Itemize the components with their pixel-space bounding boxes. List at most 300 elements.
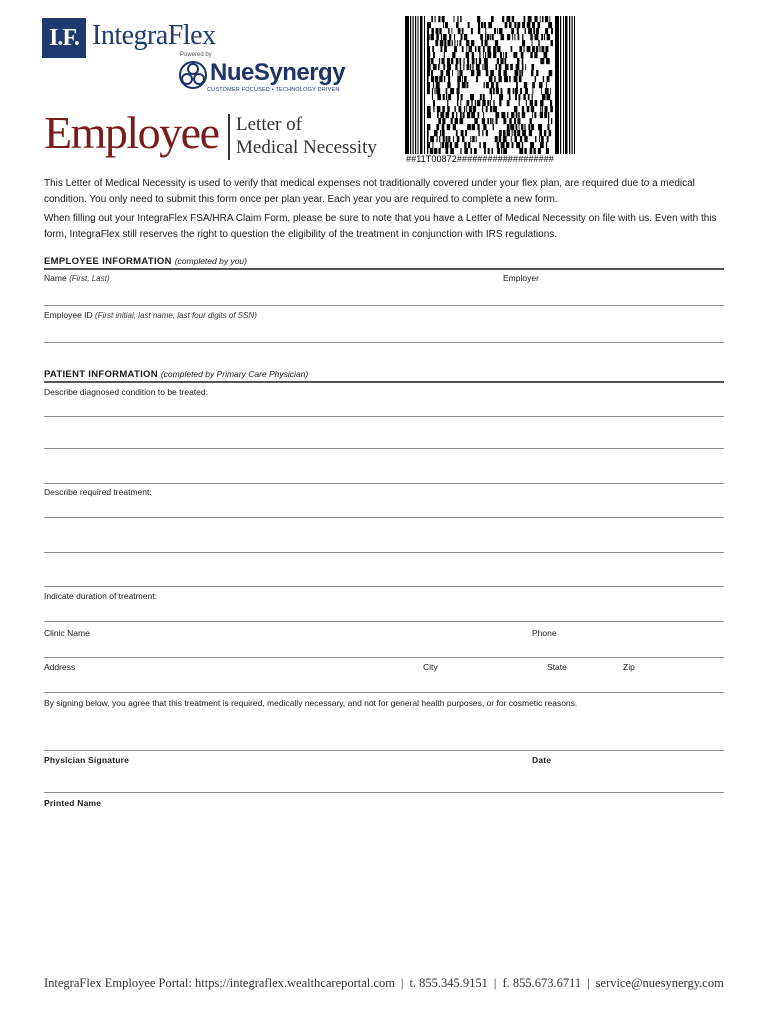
barcode-bar [433,52,435,58]
employee-id-field-line[interactable] [44,342,724,343]
barcode-bar [446,94,447,100]
barcode-bar [531,124,534,130]
name-field-line[interactable] [44,305,724,306]
barcode-bar [509,22,512,28]
barcode-bar [527,106,530,112]
barcode-bar [532,82,535,88]
barcode-bar [483,112,484,118]
barcode-bar [468,142,470,148]
city-label: City [423,662,438,672]
barcode-bar [427,28,429,34]
barcode-bar [448,76,450,82]
barcode-bar [478,28,480,34]
barcode-bar [540,16,541,22]
barcode-bar [432,46,434,52]
barcode-bar [499,64,502,70]
barcode-bar [507,100,510,106]
barcode-bar [458,106,461,112]
barcode-bar [487,46,490,52]
barcode-bar [451,58,453,64]
barcode-bar [447,58,450,64]
barcode-bar [514,118,516,124]
barcode-bar [462,76,463,82]
barcode-bar [546,94,550,100]
duration-field-line[interactable] [44,621,724,622]
barcode-bar [492,34,494,40]
barcode-bar [427,40,429,46]
barcode-bar [524,82,527,88]
footer-email[interactable]: service@nuesynergy.com [595,976,724,990]
barcode-bar [565,16,568,154]
barcode-bar [463,112,465,118]
barcode-bar [544,130,546,136]
barcode-bar [457,94,459,100]
patient-section-title [44,369,308,380]
barcode-bar [473,106,476,112]
barcode-bar [497,46,501,52]
barcode-bar [490,88,493,94]
barcode-bar [441,46,443,52]
barcode-bar [540,112,543,118]
barcode-bar [427,136,429,142]
barcode-bar [524,124,525,130]
barcode-bar [511,112,514,118]
barcode-bar [437,94,441,100]
barcode-bar [477,70,481,76]
barcode-bar [491,82,494,88]
barcode-bar [438,16,440,22]
barcode-bar [532,112,533,118]
barcode-bar [487,34,489,40]
barcode-bar [431,76,434,82]
barcode-bar [442,130,445,136]
barcode-bar [493,88,495,94]
barcode-bar [494,76,495,82]
barcode-bar [471,28,473,34]
treatment-label: Describe required treatment: [44,487,152,497]
barcode-bar [516,124,518,130]
barcode-bar [454,46,457,52]
barcode-bar [483,124,486,130]
barcode-bar [456,22,459,28]
barcode-bar [432,88,433,94]
barcode-bar [461,34,463,40]
barcode-bar [459,58,461,64]
barcode-bar [522,142,523,148]
barcode-bar [446,112,450,118]
barcode-bar [517,130,520,136]
barcode-bar [544,106,547,112]
barcode-bar [483,142,486,148]
barcode-bar [517,28,519,34]
clinic-field-line[interactable] [44,657,724,658]
barcode-bar [444,46,447,52]
barcode-bar [463,64,464,70]
barcode-bar [486,70,489,76]
barcode-bar [530,118,532,124]
address-field-line[interactable] [44,692,724,693]
barcode-bar [549,70,553,76]
name-label-text: Name [44,273,67,283]
title-employee: Employee [44,107,219,158]
barcode-bar [460,16,461,22]
barcode-bar [501,112,505,118]
barcode-bar [439,58,440,64]
barcode-bar [450,88,454,94]
barcode-bar [448,94,451,100]
barcode-bar [540,58,544,64]
barcode-bar [518,112,519,118]
barcode-bar [455,118,459,124]
zip-label: Zip [623,662,635,672]
barcode-bar [434,88,435,94]
barcode-bar [477,124,479,130]
barcode-bar [492,118,493,124]
barcode-bar [447,64,451,70]
barcode-bar [532,46,535,52]
barcode-bar [447,124,450,130]
barcode-bar [455,64,457,70]
barcode-bar [501,34,504,40]
barcode-bar [457,82,459,88]
phone-label: Phone [532,628,557,638]
barcode-bar [460,112,462,118]
barcode-bar [440,40,444,46]
condition-line-3[interactable] [44,483,724,484]
condition-line-1[interactable] [44,416,724,417]
employee-section-rule [44,268,724,270]
barcode-bar [488,22,492,28]
barcode-bar [506,142,509,148]
barcode-bar [485,52,486,58]
barcode-bar [527,46,531,52]
barcode-bar [443,94,445,100]
barcode-bar [532,94,533,100]
barcode-bar [446,70,450,76]
barcode-bar [539,46,540,52]
barcode-bar [540,106,541,112]
barcode-bar [479,142,480,148]
patient-section-rule [44,381,724,383]
barcode-bar [510,64,513,70]
barcode-bar [475,100,476,106]
barcode-bar [486,106,488,112]
barcode-bar [461,130,464,136]
barcode-bar [560,16,561,154]
barcode-bar [483,52,484,58]
barcode-bar [523,94,525,100]
barcode-bar [539,136,540,142]
barcode-bar [550,106,553,112]
barcode-bar [541,88,542,94]
title-letter-of: Letter of [236,114,302,135]
barcode-bar [442,16,445,22]
barcode-bar [524,16,526,22]
barcode-bar [509,94,511,100]
barcode-bar [528,94,530,100]
barcode-bar [478,22,480,28]
barcode-bar [503,118,506,124]
barcode-bar [441,34,442,40]
barcode-bar [415,16,416,154]
barcode-bar [525,28,526,34]
barcode-bar [432,142,433,148]
barcode-bar [427,106,431,112]
barcode-bar [513,52,517,58]
barcode-bar [434,130,438,136]
barcode-bar [479,52,480,58]
barcode-bar [507,130,511,136]
barcode-bar [514,106,517,112]
barcode-bar [444,40,446,46]
barcode-bar [439,28,441,34]
barcode-bar [439,136,440,142]
barcode-bar [449,34,451,40]
barcode-bar [536,46,538,52]
footer-portal[interactable]: IntegraFlex Employee Portal: https://integraflex.wealthcareportal.com [44,976,395,990]
barcode-bar [504,58,506,64]
barcode-bar [484,22,486,28]
barcode-bar [535,76,536,82]
barcode-bar [540,100,543,106]
barcode-bar [433,100,435,106]
barcode-bar [507,34,510,40]
barcode-bar [427,46,430,52]
barcode-bar [539,130,542,136]
barcode-bar [530,52,532,58]
barcode-bar [533,28,535,34]
barcode-bar [534,16,537,22]
state-label: State [547,662,567,672]
employee-section-subtitle: (completed by you) [174,256,247,266]
barcode-bar [427,88,430,94]
barcode-bar [477,16,480,22]
barcode-bar [519,46,522,52]
footer-phone: t. 855.345.9151 [409,976,488,990]
title-medical-necessity: Medical Necessity [236,137,377,158]
barcode-bar [546,82,547,88]
barcode-bar [472,124,475,130]
barcode-bar [522,22,525,28]
barcode-bar [495,136,498,142]
barcode-bar [471,112,475,118]
barcode-bar [485,28,486,34]
barcode-bar [540,142,544,148]
barcode-bar [474,118,477,124]
barcode-bar [482,106,483,112]
barcode-bar [496,88,499,94]
signature-top-line [44,750,724,751]
barcode-bar [445,22,448,28]
physician-signature-label: Physician Signature [44,755,130,765]
barcode-bar [534,52,537,58]
barcode-bar [549,130,552,136]
barcode-bar [469,46,472,52]
barcode-bar [538,124,542,130]
barcode-bar [503,130,505,136]
duration-label: Indicate duration of treatment: [44,591,157,601]
footer-fax: f. 855.673.6711 [502,976,582,990]
barcode-bar [440,70,443,76]
barcode-bar [454,40,455,46]
barcode-bar [446,88,448,94]
barcode-bar [545,28,548,34]
barcode-bar [493,100,494,106]
barcode-bar [522,106,524,112]
barcode-bar [452,70,453,76]
barcode-bar [468,22,470,28]
barcode-bar [420,16,423,154]
barcode-bar [447,106,449,112]
barcode-bar [470,136,471,142]
barcode-bar [476,136,477,142]
barcode-bar [535,136,536,142]
barcode-bar [499,136,502,142]
barcode-bar [548,112,549,118]
barcode-bar [457,100,458,106]
barcode-bar [448,136,450,142]
barcode-bar [435,40,438,46]
barcode-bar [527,22,531,28]
barcode-bar [512,130,513,136]
barcode-bar [418,16,419,154]
barcode-bar [551,28,553,34]
barcode-bar [512,16,514,22]
barcode-bar [507,88,510,94]
barcode-bar [546,142,547,148]
employer-label: Employer [503,273,539,283]
barcode-bar [453,136,454,142]
treatment-line-1[interactable] [44,517,724,518]
barcode-bar [493,106,497,112]
barcode-bar [427,82,430,88]
signature-field-line[interactable] [44,792,724,793]
barcode-bar [528,16,532,22]
barcode-bar [515,94,517,100]
barcode-bar [545,88,549,94]
barcode-bar [427,22,431,28]
barcode-bar [466,52,470,58]
barcode-bar [413,16,414,154]
barcode-bar [496,82,499,88]
barcode-bar [431,34,434,40]
barcode-bar [519,94,521,100]
barcode-bar [471,70,474,76]
barcode-bar [531,64,534,70]
barcode-bar [427,70,430,76]
barcode-bar [437,112,439,118]
barcode-bar [438,118,441,124]
barcode-text: ##11T00872################### [406,154,554,164]
barcode-bar [443,34,447,40]
barcode-bar [482,118,485,124]
barcode-bar [520,88,522,94]
barcode-bar [506,16,510,22]
barcode-bar [511,46,513,52]
barcode-bar [521,124,523,130]
barcode-bar [530,142,534,148]
address-label: Address [44,662,76,672]
condition-label: Describe diagnosed condition to be treated: [44,387,208,397]
barcode-bar [543,76,544,82]
barcode-bar [464,142,466,148]
barcode-bar [475,46,476,52]
agreement-statement: By signing below, you agree that this treatment is required, medically necessary, and not for general health purposes, or for cosmetic reasons. [44,698,578,708]
barcode-bar [439,76,442,82]
barcode-bar [496,64,498,70]
treatment-line-2[interactable] [44,552,724,553]
condition-line-2[interactable] [44,448,724,449]
barcode-bar [544,34,545,40]
barcode-bar [522,58,524,64]
barcode-bar [432,94,433,100]
barcode-bar [529,130,532,136]
barcode-bar [499,100,501,106]
barcode-bar [480,34,483,40]
barcode-bar [463,58,464,64]
barcode-bar [555,16,559,154]
barcode-bar [427,142,430,148]
barcode-bar [436,82,440,88]
barcode-bar [490,118,491,124]
barcode-bar [494,28,496,34]
barcode-bar [545,46,548,52]
barcode-bar [431,28,433,34]
barcode-bar [502,16,504,22]
barcode-bar [443,136,445,142]
nuesynergy-emblem-icon [178,60,208,90]
barcode-bar [530,100,533,106]
barcode-bar [498,70,501,76]
barcode-bar [491,94,492,100]
barcode-bar [452,112,454,118]
nuesynergy-logo-name: NueSynergy [210,59,346,86]
treatment-line-3[interactable] [44,586,724,587]
barcode-bar [454,34,455,40]
barcode-bar [547,136,549,142]
barcode-bar [427,124,430,130]
name-hint: (First, Last) [69,274,110,283]
barcode-bar [424,16,425,154]
barcode-bar [541,46,544,52]
barcode-bar [466,100,469,106]
barcode-bar [437,106,441,112]
barcode-bar [431,16,433,22]
barcode-bar [526,100,527,106]
footer-contact [44,976,734,991]
barcode-bar [490,34,491,40]
barcode-bar [472,58,475,64]
barcode-bar [482,64,483,70]
employee-section-title [44,256,247,267]
pdf417-barcode [405,16,575,154]
footer-separator: | [587,976,590,990]
barcode-bar [471,100,472,106]
barcode-bar [547,34,550,40]
barcode-bar [436,28,439,34]
barcode-bar [539,82,543,88]
barcode-bar [503,136,507,142]
barcode-bar [512,142,514,148]
barcode-bar [563,16,564,154]
barcode-bar [532,22,535,28]
barcode-bar [482,100,485,106]
barcode-bar [513,88,515,94]
footer-separator: | [400,976,404,990]
barcode-bar [500,58,503,64]
barcode-bar [448,40,451,46]
barcode-bar [545,16,548,22]
